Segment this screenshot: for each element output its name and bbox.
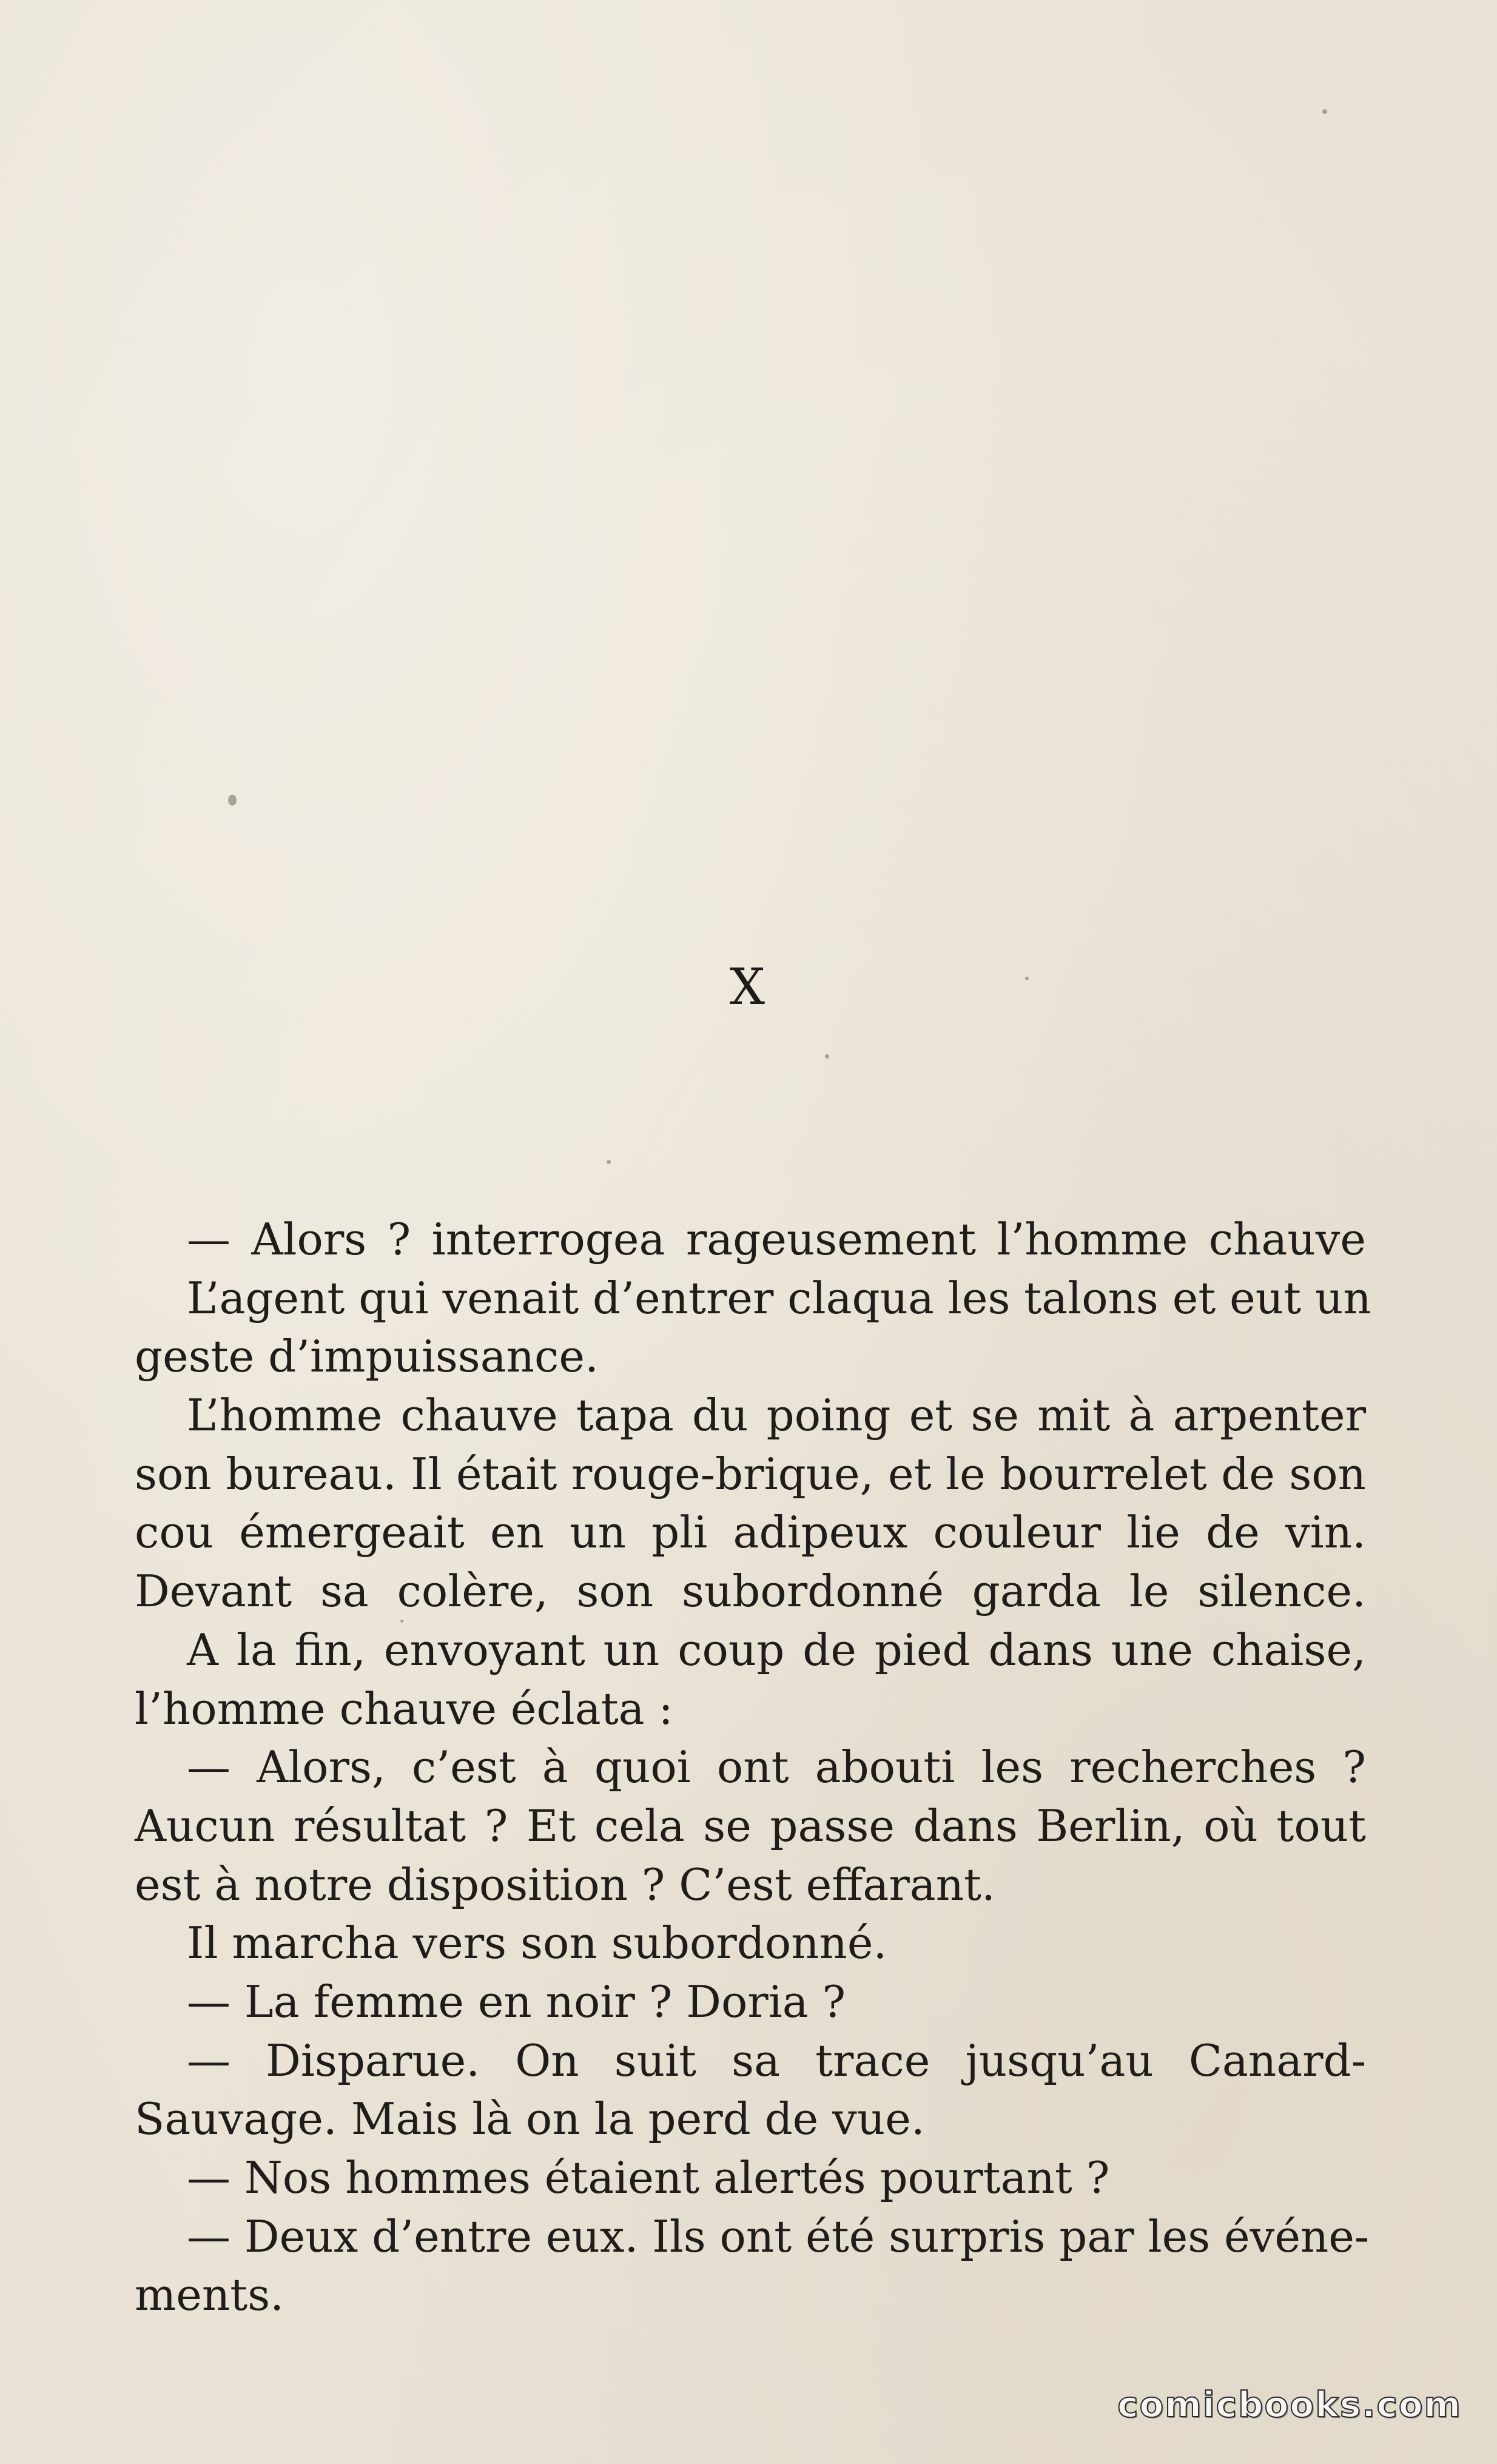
text-line: Aucun résultat ? Et cela se passe dans Berlin, où tout [135, 1800, 1366, 1851]
body-text [135, 1210, 1371, 2324]
chapter-heading: X [729, 958, 768, 1016]
text-line: son bureau. Il était rouge-brique, et le bourrelet de son [135, 1448, 1366, 1500]
text-line: ments. [135, 2269, 284, 2321]
paper-speck [607, 1160, 611, 1164]
paper-speck [825, 1054, 829, 1059]
text-line: cou émergeait en un pli adipeux couleur lie de vin. [135, 1507, 1366, 1558]
text-line: L’homme chauve tapa du poing et se mit à arpenter [187, 1390, 1366, 1441]
text-line: — Alors ? interrogea rageusement l’homme chauve [187, 1214, 1366, 1265]
paper-speck [1322, 109, 1327, 114]
text-line: Il marcha vers son subordonné. [187, 1917, 887, 1969]
text-line: geste d’impuissance. [135, 1331, 599, 1382]
text-line: L’agent qui venait d’entrer claqua les talons et eut un [187, 1272, 1371, 1324]
text-line: l’homme chauve éclata : [135, 1683, 673, 1734]
paper-speck [228, 795, 237, 806]
text-line: A la fin, envoyant un coup de pied dans une chaise, [187, 1624, 1366, 1675]
text-line: Sauvage. Mais là on la perd de vue. [135, 2093, 925, 2145]
text-line: — Disparue. On suit sa trace jusqu’au Canard- [187, 2035, 1366, 2086]
text-line: — Deux d’entre eux. Ils ont été surpris par les événe- [187, 2210, 1370, 2262]
text-line: — Nos hommes étaient alertés pourtant ? [187, 2152, 1110, 2203]
text-line: — Alors, c’est à quoi ont abouti les recherches ? [187, 1742, 1366, 1793]
watermark-logo: comicbooks.com [1117, 2384, 1462, 2425]
text-line: Devant sa colère, son subordonné garda le silence. [135, 1566, 1366, 1617]
text-line: est à notre disposition ? C’est effarant. [135, 1859, 995, 1910]
text-line: — La femme en noir ? Doria ? [187, 1976, 846, 2027]
